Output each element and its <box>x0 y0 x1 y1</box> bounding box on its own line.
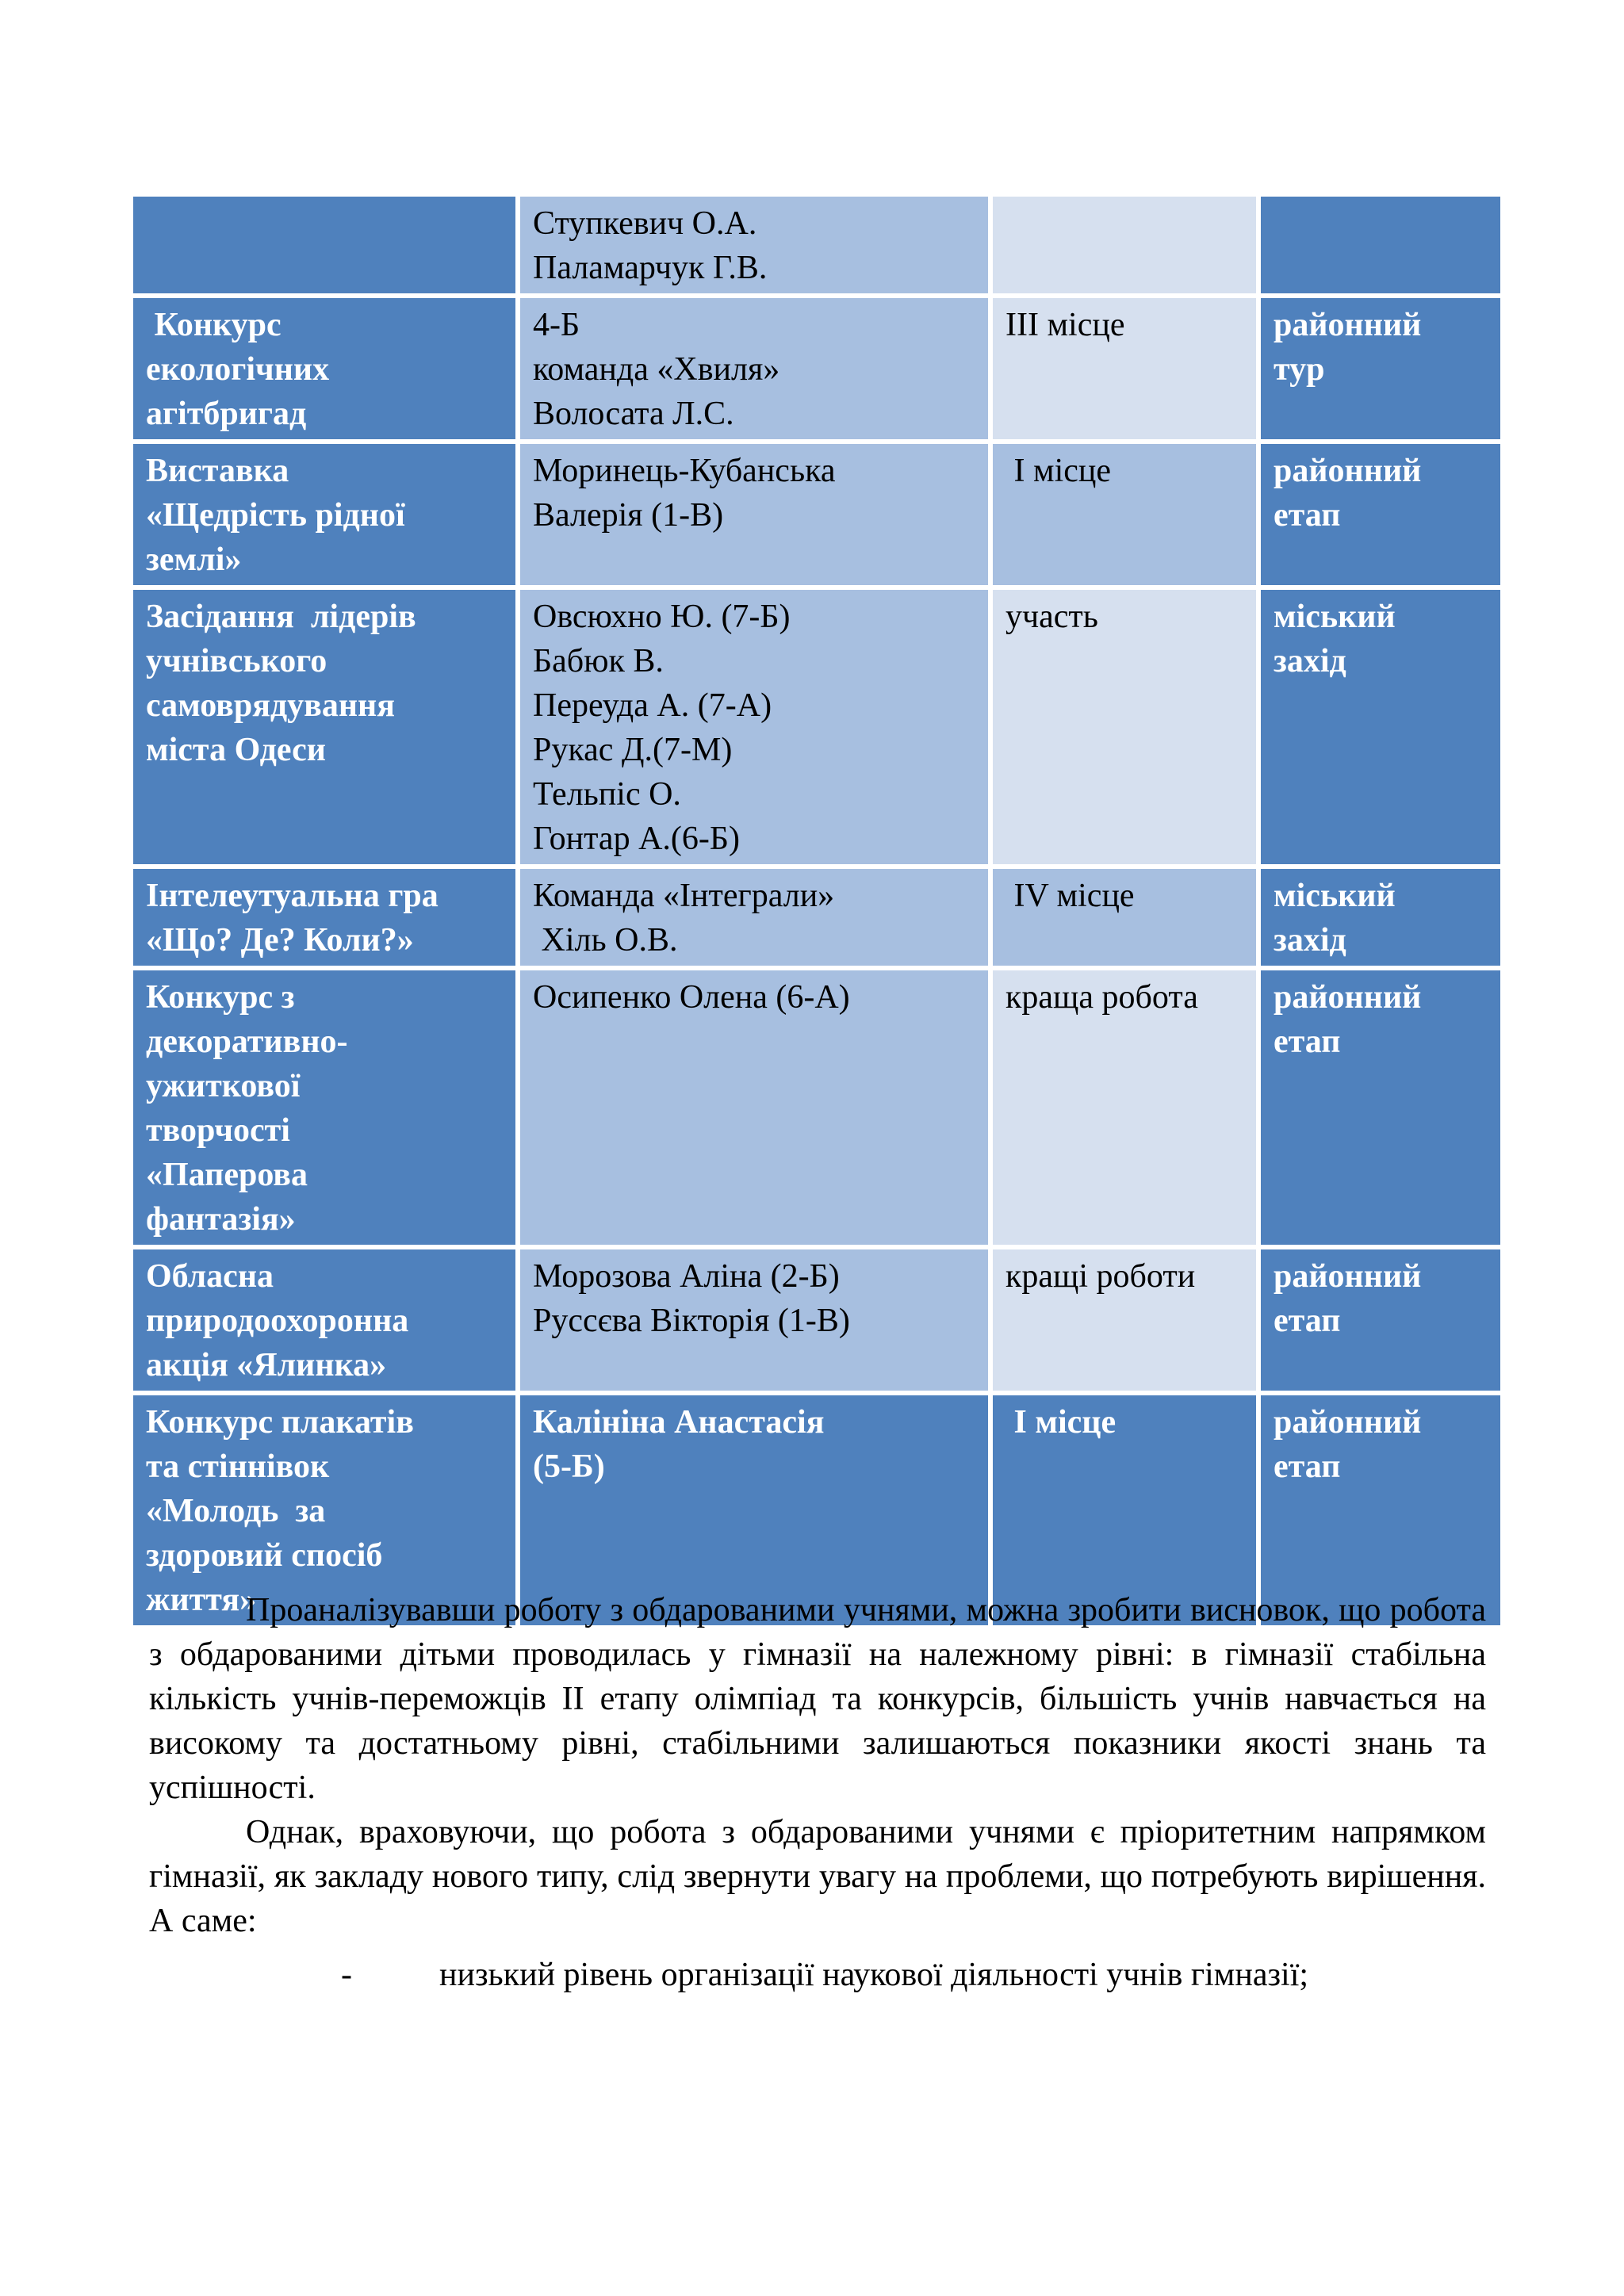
cell-text-line: тур <box>1274 351 1325 388</box>
cell-level <box>1261 970 1500 1245</box>
cell-text-line: районний <box>1274 1258 1422 1295</box>
cell-text-line: участь <box>1005 599 1098 635</box>
cell-participants <box>520 298 988 439</box>
cell-text-line: «Молодь за <box>146 1493 326 1529</box>
cell-text-line: міста Одеси <box>146 732 326 768</box>
conclusion-paragraph: Проаналізувавши роботу з обдарованими учнями, можна зробити висновок, що робота з обдарованими дітьми проводилась у гімназії на належному рівні: в гімназії стабільна кількість учнів-переможців ІІ етапу олімпіад та конкурсів, більшість учнів навчається на високому та достатньому рівні, стабільними залишаються показники якості знань та успішності. <box>149 1592 1486 1806</box>
cell-text-line: акція «Ялинка» <box>146 1347 387 1383</box>
cell-text-line: здоровий спосіб <box>146 1537 383 1574</box>
cell-text-line: Засідання лідерів <box>146 599 416 635</box>
competition-results-table <box>128 192 1505 1630</box>
cell-level <box>1261 869 1500 966</box>
cell-text-line: ужиткової <box>146 1068 301 1104</box>
cell-text-line: Конкурс <box>146 307 282 343</box>
cell-level <box>1261 197 1500 293</box>
cell-text-line: Калініна Анастасія <box>533 1404 825 1441</box>
cell-text-line: захід <box>1274 643 1346 679</box>
table-row <box>133 869 1500 966</box>
cell-text-line: Морозова Аліна (2-Б) <box>533 1258 840 1295</box>
cell-text-line: III місце <box>1005 307 1125 343</box>
cell-text-line: (5-Б) <box>533 1448 605 1485</box>
cell-text-line: міський <box>1274 599 1396 635</box>
cell-text-line: Паламарчук Г.В. <box>533 250 768 286</box>
cell-text-line: Команда «Інтеграли» <box>533 878 835 914</box>
cell-event <box>133 197 515 293</box>
cell-result <box>993 869 1256 966</box>
cell-event <box>133 970 515 1245</box>
cell-text-line: Хіль О.В. <box>533 922 678 959</box>
cell-event <box>133 869 515 966</box>
problems-paragraph: Однак, враховуючи, що робота з обдарованими учнями є пріоритетним напрямком гімназії, як закладу нового типу, слід звернути увагу на проблеми, що потребують вирішення. А саме: <box>149 1814 1486 1939</box>
cell-result <box>993 970 1256 1245</box>
cell-text-line: фантазія» <box>146 1201 296 1238</box>
cell-text-line: Виставка <box>146 453 289 489</box>
cell-text-line: природоохоронна <box>146 1303 409 1339</box>
cell-event <box>133 444 515 585</box>
cell-text-line: етап <box>1274 1024 1341 1060</box>
table-row <box>133 970 1500 1245</box>
cell-text-line: Осипенко Олена (6-А) <box>533 979 850 1016</box>
cell-text-line: команда «Хвиля» <box>533 351 780 388</box>
cell-text-line: районний <box>1274 979 1422 1016</box>
cell-text-line: екологічних <box>146 351 330 388</box>
bullet-item: низький рівень організації наукової діяльності учнів гімназії; <box>439 1957 1309 1993</box>
cell-text-line: етап <box>1274 497 1341 534</box>
cell-text-line: Переуда А. (7-А) <box>533 687 772 724</box>
bullet-dash: - <box>341 1957 352 1993</box>
cell-text-line: міський <box>1274 878 1396 914</box>
cell-result <box>993 298 1256 439</box>
cell-level <box>1261 444 1500 585</box>
cell-text-line: Рукас Д.(7-М) <box>533 732 733 768</box>
cell-text-line: Валерія (1-В) <box>533 497 724 534</box>
cell-text-line: етап <box>1274 1303 1341 1339</box>
cell-event <box>133 1249 515 1391</box>
cell-text-line: Тельпіс О. <box>533 776 681 813</box>
cell-result <box>993 444 1256 585</box>
cell-text-line: 4-Б <box>533 307 580 343</box>
cell-participants <box>520 1249 988 1391</box>
cell-text-line: Конкурс плакатів <box>146 1404 414 1441</box>
cell-text-line: Конкурс з <box>146 979 295 1016</box>
cell-text-line: етап <box>1274 1448 1341 1485</box>
cell-text-line: Моринець-Кубанська <box>533 453 836 489</box>
cell-text-line: «Що? Де? Коли?» <box>146 922 414 959</box>
cell-text-line: районний <box>1274 307 1422 343</box>
cell-text-line: Обласна <box>146 1258 274 1295</box>
cell-participants <box>520 970 988 1245</box>
cell-result <box>993 590 1256 864</box>
cell-level <box>1261 590 1500 864</box>
cell-text-line: самоврядування <box>146 687 395 724</box>
cell-text-line: декоративно- <box>146 1024 348 1060</box>
cell-text-line: Руссєва Вікторія (1-В) <box>533 1303 850 1339</box>
table-row <box>133 1249 1500 1391</box>
cell-level <box>1261 298 1500 439</box>
cell-result <box>993 197 1256 293</box>
cell-text-line: районний <box>1274 1404 1422 1441</box>
cell-participants <box>520 197 988 293</box>
cell-text-line: Бабюк В. <box>533 643 664 679</box>
table-row <box>133 298 1500 439</box>
cell-text-line: учнівського <box>146 643 327 679</box>
table-row <box>133 197 1500 293</box>
cell-text-line: Інтелеутуальна гра <box>146 878 439 914</box>
cell-text-line: Ступкевич О.А. <box>533 205 757 242</box>
cell-text-line: І місце <box>1005 453 1111 489</box>
cell-text-line: краща робота <box>1005 979 1198 1016</box>
table-row <box>133 590 1500 864</box>
cell-text-line: І місце <box>1005 1404 1116 1441</box>
cell-participants <box>520 590 988 864</box>
cell-text-line: захід <box>1274 922 1346 959</box>
cell-text-line: IV місце <box>1005 878 1135 914</box>
cell-text-line: Гонтар А.(6-Б) <box>533 821 740 857</box>
cell-text-line: Овсюхно Ю. (7-Б) <box>533 599 791 635</box>
cell-participants <box>520 869 988 966</box>
cell-text-line: «Паперова <box>146 1157 308 1193</box>
cell-event <box>133 298 515 439</box>
cell-text-line: Волосата Л.С. <box>533 396 734 432</box>
table-row <box>133 444 1500 585</box>
cell-text-line: та стіннівок <box>146 1448 330 1485</box>
cell-participants <box>520 444 988 585</box>
cell-text-line: кращі роботи <box>1005 1258 1196 1295</box>
cell-text-line: життя» <box>146 1582 257 1618</box>
cell-text-line: «Щедрість рідної <box>146 497 405 534</box>
cell-text-line: агітбригад <box>146 396 307 432</box>
cell-text-line: землі» <box>146 541 242 578</box>
cell-text-line: районний <box>1274 453 1422 489</box>
cell-event <box>133 590 515 864</box>
cell-result <box>993 1249 1256 1391</box>
cell-level <box>1261 1249 1500 1391</box>
cell-text-line: творчості <box>146 1112 290 1149</box>
